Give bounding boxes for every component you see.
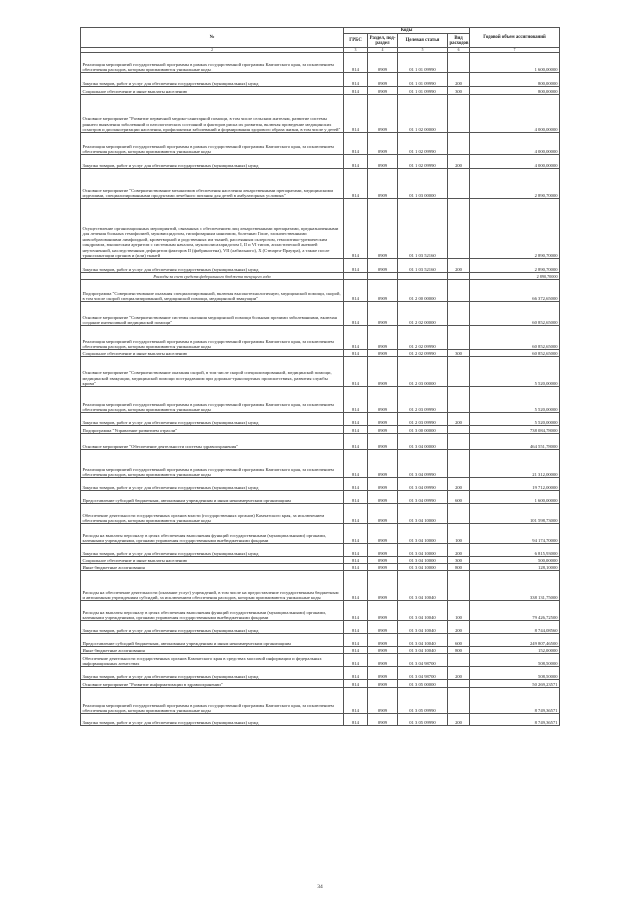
row-name: Предоставление субсидий бюджетным, автономным учреждениям и иным некоммерческим организациям xyxy=(81,491,344,504)
row-name: Основное мероприятие "Развитие информатизации в здравоохранении" xyxy=(81,680,344,688)
row-type xyxy=(448,688,470,714)
row-target: 01 2 00 00000 xyxy=(398,280,448,302)
row-type xyxy=(448,357,470,387)
row-section: 0909 xyxy=(368,413,398,426)
row-amount: 8 749,36571 xyxy=(470,688,560,714)
row-type: 300 xyxy=(448,350,470,357)
row-type xyxy=(448,654,470,667)
row-grbs: 814 xyxy=(344,478,368,491)
row-type: 100 xyxy=(448,601,470,621)
row-section: 0909 xyxy=(368,647,398,654)
row-grbs: 814 xyxy=(344,199,368,259)
row-section: 0909 xyxy=(368,387,398,413)
row-name: Основное мероприятие "Обеспечение деятельности системы здравоохранения" xyxy=(81,434,344,450)
table-row xyxy=(81,647,560,654)
row-target: 01 2 02 09990 xyxy=(398,326,448,350)
row-amount: 249 807,46500 xyxy=(470,634,560,647)
table-row xyxy=(81,478,560,491)
row-section: 0909 xyxy=(368,524,398,544)
row-type xyxy=(448,504,470,524)
row-target: 01 3 04 10000 xyxy=(398,564,448,571)
row-name: Обеспечение деятельности государственных органов власти (государственных органов) Камчатского края, за исключением обеспечения расходов, которым присваиваются уникальные коды xyxy=(81,504,344,524)
row-name: Закупка товаров, работ и услуг для обеспечения государственных (муниципальных) нужд xyxy=(81,714,344,726)
row-section: 0909 xyxy=(368,478,398,491)
colnum-3: 3 xyxy=(344,48,368,53)
row-target: 01 2 03 00000 xyxy=(398,357,448,387)
row-section: 0909 xyxy=(368,357,398,387)
row-amount: 94 174,70000 xyxy=(470,524,560,544)
row-section: 0909 xyxy=(368,544,398,557)
row-grbs: 814 xyxy=(344,73,368,87)
row-target: 01 3 04 10000 xyxy=(398,504,448,524)
row-grbs: 814 xyxy=(344,557,368,564)
row-section: 0909 xyxy=(368,155,398,169)
row-type: 200 xyxy=(448,478,470,491)
row-amount: 128,10000 xyxy=(470,564,560,571)
row-section: 0909 xyxy=(368,426,398,434)
row-name: Реализация мероприятий государственной программы в рамках государственной программы Камчатского края, за исключением обеспечения расходов, которым присваиваются уникальные коды xyxy=(81,133,344,155)
row-section: 0909 xyxy=(368,667,398,680)
row-target: 01 1 02 09990 xyxy=(398,155,448,169)
row-type xyxy=(448,280,470,302)
header-target: Целевая статья xyxy=(398,34,448,48)
row-amount: 4 000,00000 xyxy=(470,155,560,169)
row-grbs: 814 xyxy=(344,434,368,450)
row-target: 01 1 01 09990 xyxy=(398,87,448,95)
row-name: Закупка товаров, работ и услуг для обеспечения государственных (муниципальных) нужд xyxy=(81,621,344,634)
row-type: 800 xyxy=(448,564,470,571)
colnum-1: 2 xyxy=(81,48,344,53)
row-type xyxy=(448,169,470,199)
row-amount: 79 426,72500 xyxy=(470,601,560,621)
row-amount: 2 890,70000 xyxy=(470,169,560,199)
row-amount: 738 084,78000 xyxy=(470,426,560,434)
row-name: Иные бюджетные ассигнования xyxy=(81,647,344,654)
row-target: 01 1 03 52160 xyxy=(398,199,448,259)
table-row xyxy=(81,434,560,450)
row-section: 0909 xyxy=(368,87,398,95)
table-row xyxy=(81,280,560,302)
row-section: 0909 xyxy=(368,688,398,714)
row-type: 100 xyxy=(448,524,470,544)
row-section: 0909 xyxy=(368,133,398,155)
header-section: Раздел, под-раздел xyxy=(368,34,398,48)
table-row xyxy=(81,302,560,326)
row-grbs: 814 xyxy=(344,387,368,413)
row-type: 200 xyxy=(448,73,470,87)
row-amount: 464 551,78000 xyxy=(470,434,560,450)
row-type xyxy=(448,326,470,350)
table-row xyxy=(81,601,560,621)
row-name: Реализация мероприятий государственной программы в рамках государственной программы Камчатского края, за исключением обеспечения расходов, которым присваиваются уникальные коды xyxy=(81,450,344,478)
row-type: 200 xyxy=(448,259,470,273)
row-target: 01 3 04 09990 xyxy=(398,450,448,478)
row-grbs: 814 xyxy=(344,544,368,557)
table-row xyxy=(81,169,560,199)
table-row xyxy=(81,571,560,601)
header-amount: Годовой объем ассигнований xyxy=(470,28,560,48)
row-name: Расходы на выплаты персоналу в целях обеспечения выполнения функций государственными (муниципальными) органами, казенными учреждениями, органами управления государственными внебюджетными фондами xyxy=(81,601,344,621)
row-section: 0909 xyxy=(368,280,398,302)
row-target: 01 3 05 09990 xyxy=(398,688,448,714)
table-row xyxy=(81,95,560,133)
row-target xyxy=(398,273,448,280)
row-target: 01 1 03 00000 xyxy=(398,169,448,199)
row-section: 0909 xyxy=(368,73,398,87)
row-target: 01 2 03 09990 xyxy=(398,413,448,426)
row-target: 01 3 05 00000 xyxy=(398,680,448,688)
row-section: 0909 xyxy=(368,504,398,524)
table-row xyxy=(81,387,560,413)
table-row xyxy=(81,199,560,259)
row-section: 0909 xyxy=(368,434,398,450)
table-row xyxy=(81,557,560,564)
row-target: 01 3 04 10040 xyxy=(398,647,448,654)
row-amount: 500,00000 xyxy=(470,557,560,564)
row-target: 01 2 02 09990 xyxy=(398,350,448,357)
row-grbs: 814 xyxy=(344,169,368,199)
row-grbs: 814 xyxy=(344,634,368,647)
row-amount: 800,00000 xyxy=(470,73,560,87)
row-name: Закупка товаров, работ и услуг для обеспечения государственных (муниципальных) нужд xyxy=(81,413,344,426)
row-target: 01 1 01 09990 xyxy=(398,53,448,73)
table-row xyxy=(81,504,560,524)
row-grbs: 814 xyxy=(344,654,368,667)
row-name: Подпрограмма "Совершенствование оказания специализированной, включая высокотехнологичную, медицинской помощи, скорой, в том числе скорой специализированной, медицинской помощи, медицинской эвакуации" xyxy=(81,280,344,302)
row-amount: 5 520,00000 xyxy=(470,413,560,426)
row-type: 800 xyxy=(448,647,470,654)
row-amount: 6 815,93000 xyxy=(470,544,560,557)
table-row xyxy=(81,326,560,350)
row-name: Основное мероприятие "Совершенствование оказания скорой, в том числе скорой специализированной, медицинской помощи, медицинской эвакуации, медицинской помощи пострадавшим при дорожно-транспортных происшествиях, развития службы крови" xyxy=(81,357,344,387)
table-row xyxy=(81,87,560,95)
table-row xyxy=(81,564,560,571)
row-section: 0909 xyxy=(368,680,398,688)
budget-table-body xyxy=(81,53,560,726)
row-target: 01 3 00 00000 xyxy=(398,426,448,434)
row-name: Закупка товаров, работ и услуг для обеспечения государственных (муниципальных) нужд xyxy=(81,259,344,273)
row-section: 0909 xyxy=(368,326,398,350)
row-section: 0909 xyxy=(368,259,398,273)
colnum-7: 7 xyxy=(470,48,560,53)
row-type: 200 xyxy=(448,413,470,426)
row-type xyxy=(448,450,470,478)
row-section: 0909 xyxy=(368,491,398,504)
row-name: Осуществление организационных мероприятий, связанных с обеспечением лиц лекарственными препаратами, предназначенными для лечения больных гемофилией, муковисцидозом, гипофизарным нанизмом, болезнью Гоше, злокачественными новообразованиями лимфоидной, кроветворной и родственных им тканей, рассеянным склерозом, гемолитико-уремическим синдромом, юношеским артритом с системным началом, мукополисахаридозом I, II и VI типов, апластической анемией неуточненной, наследственным дефицитом факторов II (фибриногена), VII (лабильного), X (Стюарта-Прауэра), а также после трансплантации органов и (или) тканей xyxy=(81,199,344,259)
colnum-4: 4 xyxy=(368,48,398,53)
row-section: 0909 xyxy=(368,621,398,634)
row-type xyxy=(448,426,470,434)
row-name: Закупка товаров, работ и услуг для обеспечения государственных (муниципальных) нужд xyxy=(81,155,344,169)
table-row xyxy=(81,155,560,169)
row-target: 01 2 03 09990 xyxy=(398,387,448,413)
row-amount: 60 852,65000 xyxy=(470,302,560,326)
row-amount: 1 600,00000 xyxy=(470,53,560,73)
row-name: Закупка товаров, работ и услуг для обеспечения государственных (муниципальных) нужд xyxy=(81,667,344,680)
row-type xyxy=(448,273,470,280)
row-name: Социальное обеспечение и иные выплаты населению xyxy=(81,557,344,564)
row-amount: 5 520,00000 xyxy=(470,357,560,387)
row-name: Основное мероприятие "Совершенствование системы оказания медицинской помощи больным прочими заболеваниями, включая создание интенсивной медицинской помощи" xyxy=(81,302,344,326)
row-section: 0909 xyxy=(368,53,398,73)
row-grbs: 814 xyxy=(344,280,368,302)
row-section: 0909 xyxy=(368,571,398,601)
row-grbs: 814 xyxy=(344,667,368,680)
row-amount: 101 598,73000 xyxy=(470,504,560,524)
row-section: 0909 xyxy=(368,169,398,199)
table-row xyxy=(81,273,560,280)
row-type: 600 xyxy=(448,491,470,504)
row-amount: 800,00000 xyxy=(470,87,560,95)
row-grbs: 814 xyxy=(344,426,368,434)
row-target: 01 3 04 10040 xyxy=(398,571,448,601)
row-name: Обеспечение деятельности государственных органов Камчатского края в средствах массовой информации и федеральных информационных агентствах xyxy=(81,654,344,667)
table-row xyxy=(81,53,560,73)
row-grbs: 814 xyxy=(344,350,368,357)
row-grbs: 814 xyxy=(344,450,368,478)
table-row xyxy=(81,357,560,387)
row-type xyxy=(448,199,470,259)
table-row xyxy=(81,491,560,504)
table-row xyxy=(81,634,560,647)
row-name: Расходы за счет средств федерального бюджета текущего года xyxy=(81,273,344,280)
row-name: Основное мероприятие "Совершенствование механизмов обеспечения населения лекарственными препаратами, медицинскими изделиями, специализированными продуктами лечебного питания для детей в амбулаторных условиях" xyxy=(81,169,344,199)
row-amount: 8 744,08560 xyxy=(470,621,560,634)
row-grbs: 814 xyxy=(344,601,368,621)
row-grbs: 814 xyxy=(344,688,368,714)
row-amount: 5 520,00000 xyxy=(470,387,560,413)
row-type xyxy=(448,387,470,413)
row-amount: 8 749,36571 xyxy=(470,714,560,726)
row-amount: 2 890,70000 xyxy=(470,273,560,280)
table-row xyxy=(81,654,560,667)
row-grbs: 814 xyxy=(344,491,368,504)
row-target: 01 1 03 52160 xyxy=(398,259,448,273)
table-row xyxy=(81,350,560,357)
row-type xyxy=(448,434,470,450)
row-section xyxy=(368,273,398,280)
table-row xyxy=(81,680,560,688)
row-target: 01 3 04 98700 xyxy=(398,654,448,667)
row-grbs: 814 xyxy=(344,714,368,726)
row-type: 200 xyxy=(448,544,470,557)
row-type: 300 xyxy=(448,87,470,95)
row-amount: 508,50000 xyxy=(470,667,560,680)
table-row xyxy=(81,413,560,426)
row-section: 0909 xyxy=(368,199,398,259)
table-row xyxy=(81,544,560,557)
table-row xyxy=(81,73,560,87)
row-type xyxy=(448,302,470,326)
row-target: 01 3 04 10000 xyxy=(398,557,448,564)
table-row xyxy=(81,524,560,544)
row-grbs: 814 xyxy=(344,647,368,654)
row-type: 200 xyxy=(448,667,470,680)
row-amount: 152,00000 xyxy=(470,647,560,654)
row-amount: 1 600,00000 xyxy=(470,491,560,504)
row-name: Расходы на выплаты персоналу в целях обеспечения выполнения функций государственными (муниципальными) органами, казенными учреждениями, органами управления государственными внебюджетными фондами xyxy=(81,524,344,544)
row-name: Закупка товаров, работ и услуг для обеспечения государственных (муниципальных) нужд xyxy=(81,544,344,557)
row-target: 01 3 05 09990 xyxy=(398,714,448,726)
table-row xyxy=(81,426,560,434)
row-name: Иные бюджетные ассигнования xyxy=(81,564,344,571)
row-target: 01 1 02 09990 xyxy=(398,133,448,155)
table-row xyxy=(81,621,560,634)
row-section: 0909 xyxy=(368,714,398,726)
row-target: 01 3 04 10000 xyxy=(398,544,448,557)
table-row xyxy=(81,688,560,714)
row-type: 300 xyxy=(448,557,470,564)
row-section: 0909 xyxy=(368,557,398,564)
row-name: Социальное обеспечение и иные выплаты населению xyxy=(81,350,344,357)
row-target: 01 3 04 10000 xyxy=(398,524,448,544)
header-grbs: ГРБС xyxy=(344,34,368,48)
row-amount: 2 890,70000 xyxy=(470,259,560,273)
table-row xyxy=(81,450,560,478)
row-section: 0909 xyxy=(368,450,398,478)
row-grbs: 814 xyxy=(344,259,368,273)
row-target: 01 1 02 00000 xyxy=(398,95,448,133)
row-type xyxy=(448,95,470,133)
row-name: Основное мероприятие "Развитие первичной медико-санитарной помощи, в том числе сельским жителям, развитие системы раннего выявления заболеваний и патологических состояний и факторов риска их развития, включая проведение медицинских осмотров и диспансеризации населения, профилактики заболеваний и формирования здорового образа жизни, в том числе у детей" xyxy=(81,95,344,133)
row-amount: 50 269,23571 xyxy=(470,680,560,688)
row-amount: 4 000,00000 xyxy=(470,95,560,133)
row-grbs: 814 xyxy=(344,571,368,601)
row-grbs: 814 xyxy=(344,53,368,73)
row-amount: 60 852,65000 xyxy=(470,350,560,357)
row-type xyxy=(448,133,470,155)
row-section: 0909 xyxy=(368,95,398,133)
header-number: № xyxy=(81,28,344,48)
row-grbs: 814 xyxy=(344,621,368,634)
row-target: 01 3 04 10040 xyxy=(398,601,448,621)
row-target: 01 3 04 10040 xyxy=(398,621,448,634)
row-amount: 508,50000 xyxy=(470,654,560,667)
row-section: 0909 xyxy=(368,302,398,326)
row-type: 200 xyxy=(448,155,470,169)
row-amount: 4 000,00000 xyxy=(470,133,560,155)
row-section: 0909 xyxy=(368,350,398,357)
row-amount: 338 131,75000 xyxy=(470,571,560,601)
row-name: Реализация мероприятий государственной программы в рамках государственной программы Камчатского края, за исключением обеспечения расходов, которым присваиваются уникальные коды xyxy=(81,387,344,413)
row-target: 01 2 02 00000 xyxy=(398,302,448,326)
row-amount: 60 852,65000 xyxy=(470,326,560,350)
row-name: Социальное обеспечение и иные выплаты населению xyxy=(81,87,344,95)
row-amount: 19 712,00000 xyxy=(470,478,560,491)
row-grbs xyxy=(344,273,368,280)
row-grbs: 814 xyxy=(344,133,368,155)
row-section: 0909 xyxy=(368,654,398,667)
row-name: Реализация мероприятий государственной программы в рамках государственной программы Камчатского края, за исключением обеспечения расходов, которым присваиваются уникальные коды xyxy=(81,326,344,350)
row-amount: 2 890,70000 xyxy=(470,199,560,259)
colnum-5: 5 xyxy=(398,48,448,53)
row-grbs: 814 xyxy=(344,413,368,426)
colnum-6: 6 xyxy=(448,48,470,53)
row-grbs: 814 xyxy=(344,87,368,95)
row-target: 01 3 04 10040 xyxy=(398,634,448,647)
row-type xyxy=(448,53,470,73)
table-row xyxy=(81,667,560,680)
row-target: 01 3 04 09990 xyxy=(398,478,448,491)
row-name: Закупка товаров, работ и услуг для обеспечения государственных (муниципальных) нужд xyxy=(81,73,344,87)
budget-table xyxy=(80,27,560,726)
row-target: 01 3 04 98700 xyxy=(398,667,448,680)
table-row xyxy=(81,714,560,726)
row-grbs: 814 xyxy=(344,564,368,571)
row-name: Закупка товаров, работ и услуг для обеспечения государственных (муниципальных) нужд xyxy=(81,478,344,491)
row-grbs: 814 xyxy=(344,155,368,169)
row-type: 200 xyxy=(448,621,470,634)
row-type xyxy=(448,571,470,601)
header-type: Вид расходов xyxy=(449,35,469,46)
row-grbs: 814 xyxy=(344,302,368,326)
header-codes: Коды xyxy=(344,28,470,34)
row-name: Подпрограмма "Управление развитием отрасли" xyxy=(81,426,344,434)
row-name: Предоставление субсидий бюджетным, автономным учреждениям и иным некоммерческим организациям xyxy=(81,634,344,647)
row-type xyxy=(448,680,470,688)
row-grbs: 814 xyxy=(344,326,368,350)
row-target: 01 3 04 00000 xyxy=(398,434,448,450)
row-grbs: 814 xyxy=(344,95,368,133)
row-type: 600 xyxy=(448,634,470,647)
row-grbs: 814 xyxy=(344,680,368,688)
row-name: Реализация мероприятий государственной программы в рамках государственной программы Камчатского края, за исключением обеспечения расходов, которым присваиваются уникальные коды xyxy=(81,688,344,714)
row-amount: 66 372,65000 xyxy=(470,280,560,302)
row-grbs: 814 xyxy=(344,504,368,524)
row-grbs: 814 xyxy=(344,357,368,387)
row-target: 01 3 04 09990 xyxy=(398,491,448,504)
row-name: Расходы на обеспечение деятельности (оказание услуг) учреждений, в том числе на предоставление государственным бюджетным и автономным учреждениям субсидий, за исключением обеспечения расходов, которым присваиваются уникальные коды xyxy=(81,571,344,601)
row-amount: 21 312,00000 xyxy=(470,450,560,478)
page-number: 34 xyxy=(317,884,323,890)
table-row xyxy=(81,259,560,273)
row-type: 200 xyxy=(448,714,470,726)
row-name: Реализация мероприятий государственной программы в рамках государственной программы Камчатского края, за исключением обеспечения расходов, которым присваиваются уникальные коды xyxy=(81,53,344,73)
table-row xyxy=(81,133,560,155)
row-section: 0909 xyxy=(368,634,398,647)
row-grbs: 814 xyxy=(344,524,368,544)
row-section: 0909 xyxy=(368,601,398,621)
row-target: 01 1 01 09990 xyxy=(398,73,448,87)
row-section: 0909 xyxy=(368,564,398,571)
